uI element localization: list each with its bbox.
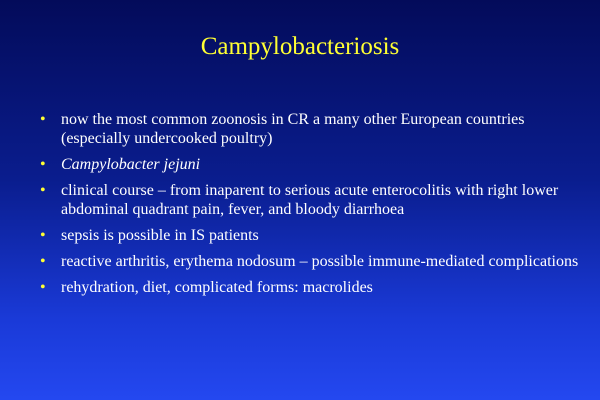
bullet-item — [40, 110, 585, 148]
bullet-list — [40, 110, 585, 304]
bullet-item — [40, 226, 585, 245]
bullet-text: sepsis is possible in IS patients — [61, 227, 259, 244]
bullet-text: rehydration, diet, complicated forms: macrolides — [61, 279, 373, 296]
bullet-text: now the most common zoonosis in CR a many other European countries (especially undercooked poultry) — [61, 111, 525, 147]
slide-title: Campylobacteriosis — [200, 33, 400, 60]
bullet-item — [40, 278, 585, 297]
bullet-dot-icon: • — [40, 227, 46, 244]
bullet-item — [40, 252, 585, 271]
bullet-text: clinical course – from inaparent to serious acute enterocolitis with right lower abdominal quadrant pain, fever, and bloody diarrhoea — [61, 182, 559, 218]
bullet-text: Campylobacter jejuni — [61, 156, 201, 173]
bullet-dot-icon: • — [40, 156, 46, 173]
bullet-dot-icon: • — [40, 111, 46, 128]
bullet-dot-icon: • — [40, 279, 46, 296]
bullet-text: reactive arthritis, erythema nodosum – possible immune-mediated complications — [61, 253, 579, 270]
bullet-dot-icon: • — [40, 182, 46, 199]
bullet-item — [40, 181, 585, 219]
bullet-dot-icon: • — [40, 253, 46, 270]
bullet-item — [40, 155, 585, 174]
